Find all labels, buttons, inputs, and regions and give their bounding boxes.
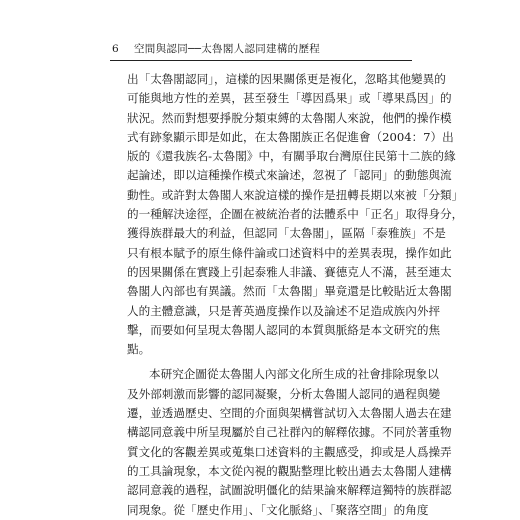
- text-line: 本研究企圖從太魯閣人內部文化所生成的社會排除現象以: [149, 367, 439, 382]
- body-text: [127, 70, 464, 520]
- paragraph-2: [127, 365, 452, 519]
- text-line: 人的主體意識，只是菁英過度操作以及論述不足造成族內外抨: [127, 303, 441, 318]
- running-header: [112, 40, 412, 58]
- text-line: 的工具論現象，本文從內視的觀點整理比較出過去太魯閣人建構: [127, 463, 452, 478]
- text-line: 狀況。然而對想要掙脫分類束縛的太魯閣人來說，他們的操作模: [127, 110, 452, 125]
- text-line: 認同意義的過程，試圖說明僵化的結果論來解釋這獨特的族群認: [127, 483, 452, 498]
- text-line: 的因果關係在實踐上引起泰雅人非議、賽德克人不滿，甚至連太: [127, 264, 452, 279]
- text-line: 起論述，即以這種操作模式來論述，忽視了「認同」的動態與流: [127, 168, 452, 183]
- text-line: 魯閣人內部也有異議。然而「太魯閣」畢竟還是比較貼近太魯閣: [127, 284, 452, 299]
- text-line: 式有跡象顯示即是如此，在太魯閣族正名促進會（2004：7）出: [127, 129, 454, 144]
- text-line: 出「太魯閣認同」，這樣的因果關係更是複化，忽略其他變異的: [127, 72, 446, 86]
- text-line: 及外部刺激而影響的認同凝聚，分析太魯閣人認同的過程與變: [127, 386, 441, 401]
- text-line: 質文化的客觀差異或蒐集口述資料的主觀感受，抑或是人爲操弄: [127, 444, 452, 459]
- header-rule: [110, 60, 412, 61]
- text-line: 擊，而要如何呈現太魯閣人認同的本質與脈絡是本文研究的焦: [127, 322, 441, 337]
- text-line: 遷，並透過歷史、空間的介面與架構嘗試切入太魯閣人過去在建: [127, 406, 452, 421]
- running-title: 空間與認同──太魯閣人認同建構的歷程: [134, 43, 321, 55]
- text-line: 動性。或許對太魯閣人來說這樣的操作是扭轉長期以來被「分類」: [127, 187, 464, 202]
- text-line: 版的《還我族名-太魯閣》中，有關爭取台灣原住民第十二族的緣: [127, 149, 456, 164]
- text-line: 只有根本賦予的原生條件論或口述資料中的差異表現，操作如此: [127, 245, 452, 260]
- page-number: 6: [112, 43, 119, 55]
- text-line: 點。: [127, 342, 151, 357]
- text-line: 的一種解決途徑，企圖在被統治者的法體系中「正名」取得身分，: [127, 207, 464, 222]
- paragraph-1: [127, 70, 464, 359]
- text-line: 可能與地方性的差異，甚至發生「導因爲果」或「導果爲因」的: [127, 91, 452, 106]
- text-line: 構認同意義中所呈現屬於自己社群內的解釋依據。不同於著重物: [127, 425, 452, 440]
- text-line: 同現象。從「歷史作用」、「文化脈絡」、「聚落空間」的角度: [127, 502, 429, 517]
- text-line: 獲得族群最大的利益，但認同「太魯閣」，區隔「泰雅族」不是: [127, 226, 446, 241]
